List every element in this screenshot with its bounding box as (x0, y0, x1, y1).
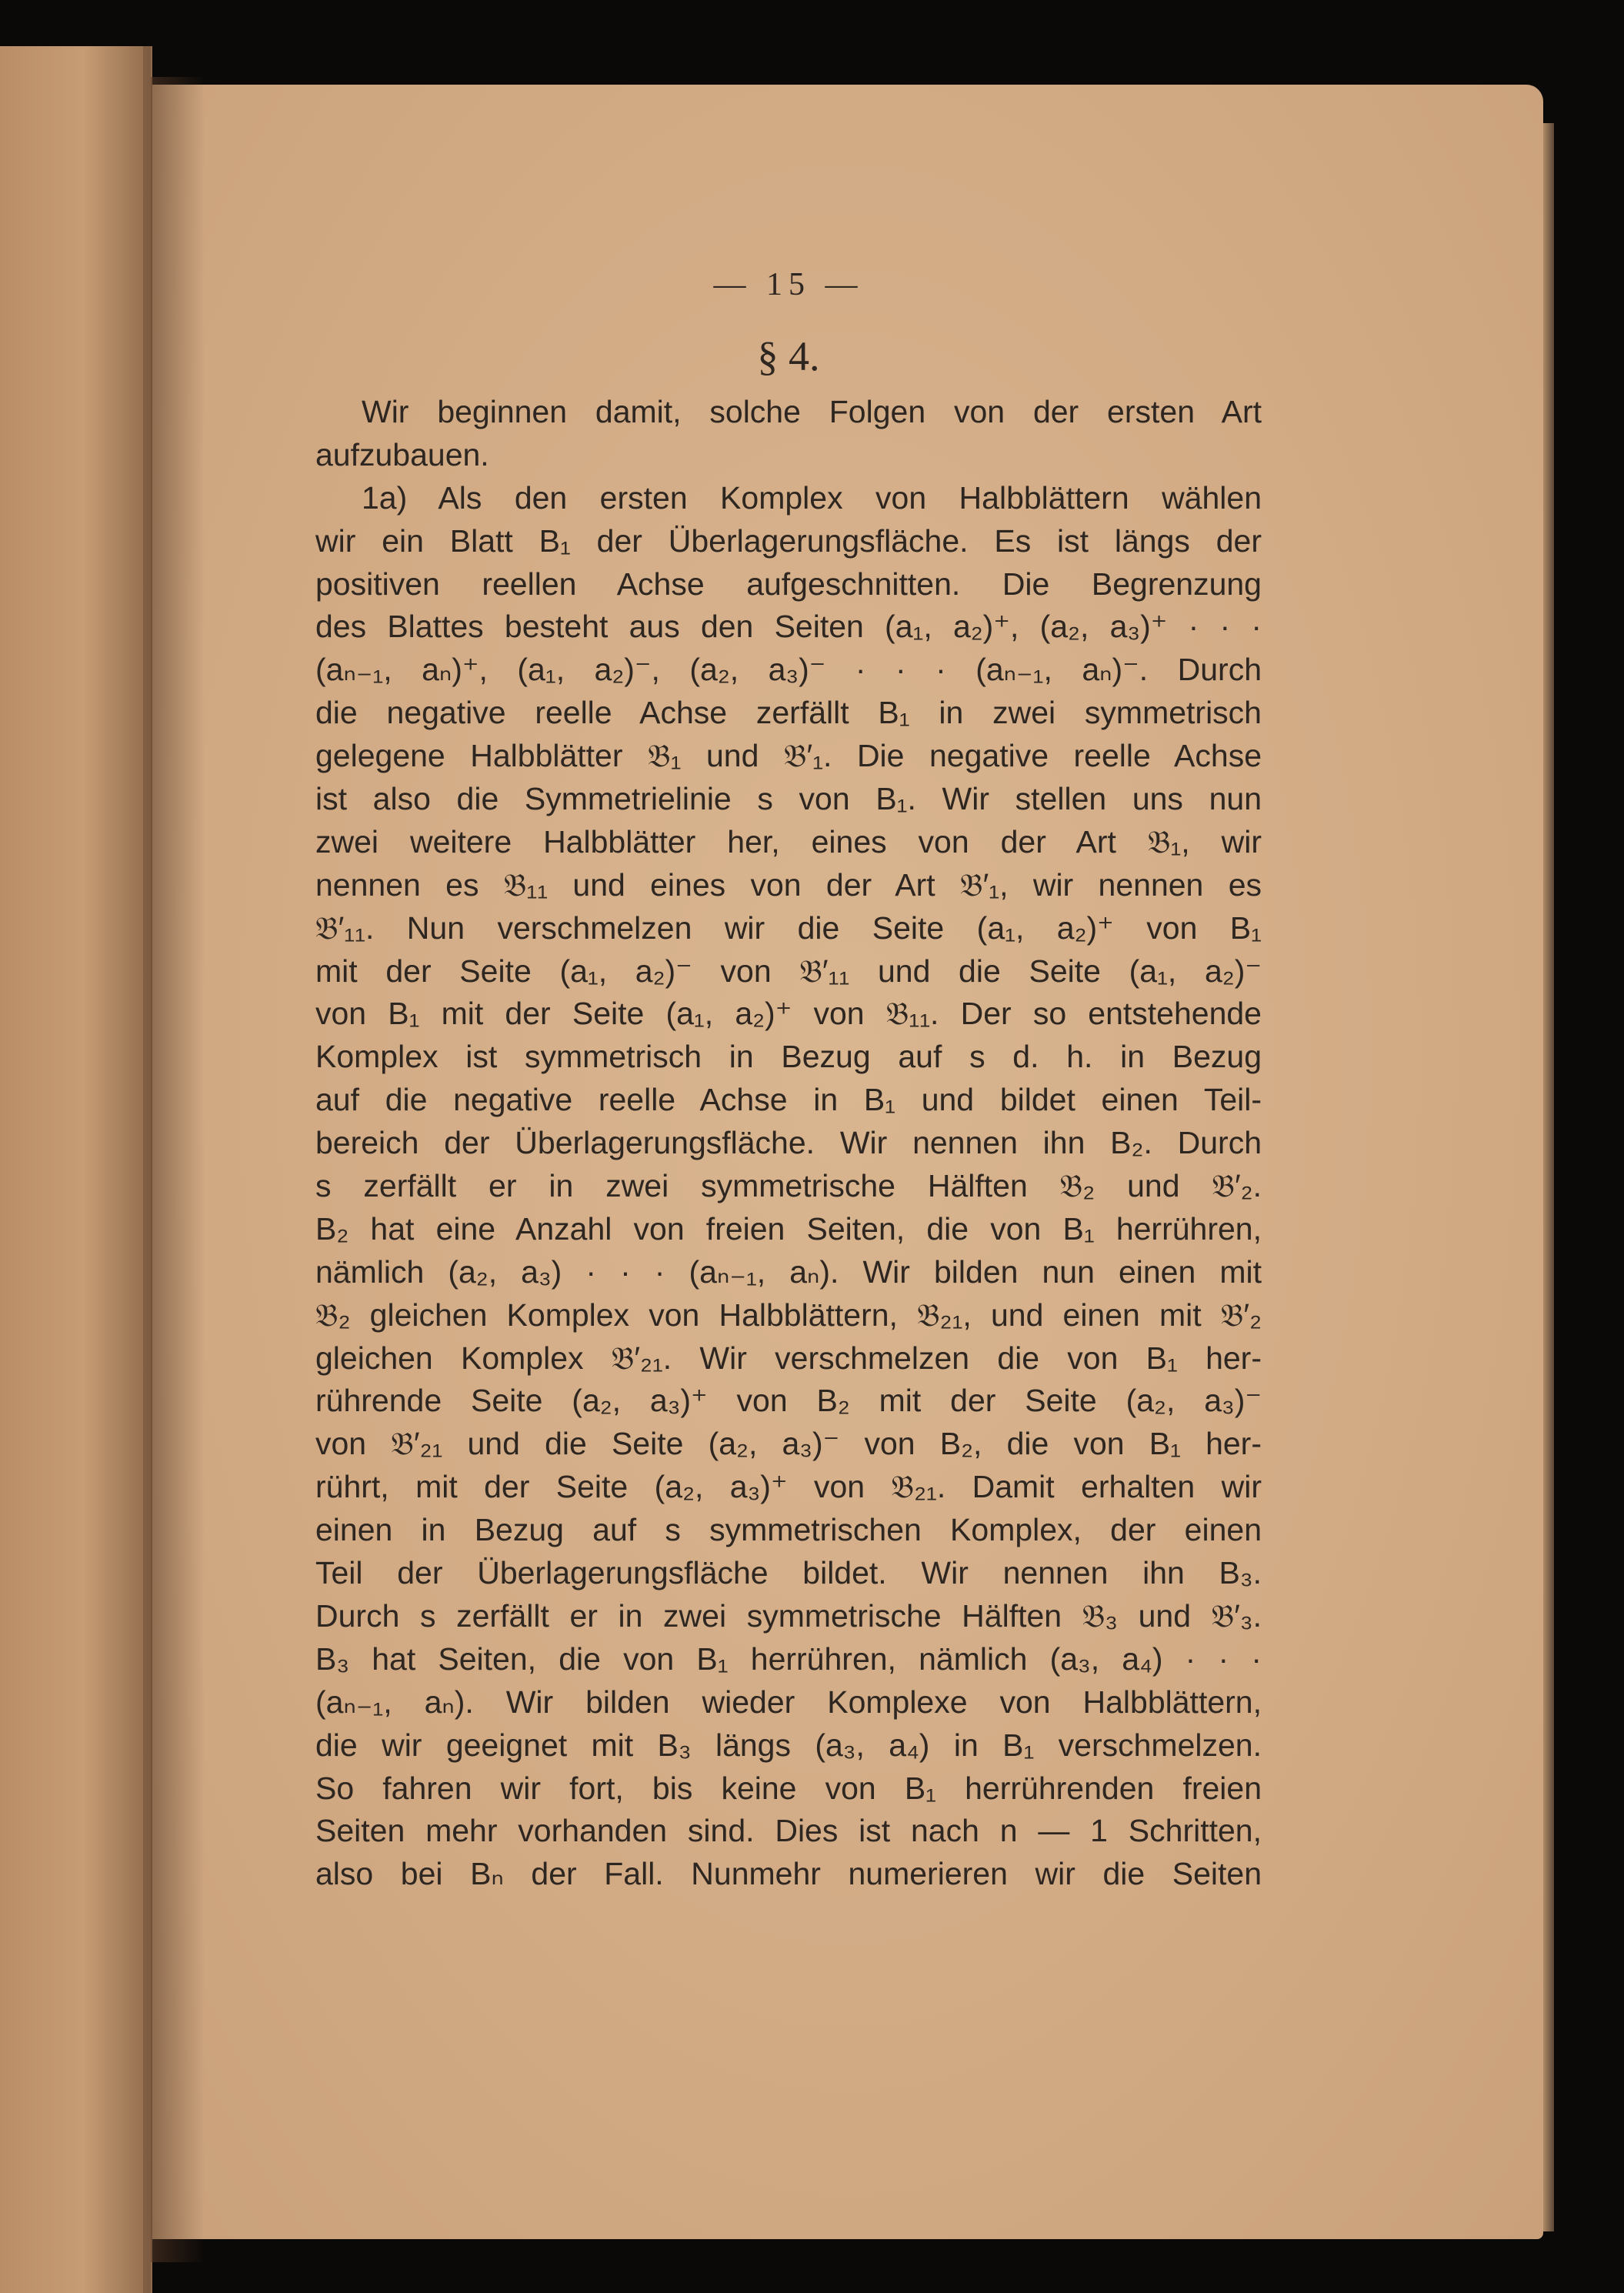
text-line: auf die negative reelle Achse in B₁ und bildet einen Teil- (315, 1082, 1262, 1118)
text-line: Komplex ist symmetrisch in Bezug auf s d. h. in Bezug (315, 1039, 1262, 1075)
page-edge-shadow (1543, 123, 1554, 2231)
gutter-fold (143, 46, 151, 2293)
text-line: Teil der Überlagerungsfläche bildet. Wir nennen ihn B₃. (315, 1555, 1262, 1591)
text-line: gelegene Halbblätter 𝔅₁ und 𝔅′₁. Die negative reelle Achse (315, 738, 1262, 774)
text-line: positiven reellen Achse aufgeschnitten. Die Begrenzung (315, 566, 1262, 602)
text-line: (aₙ₋₁, aₙ). Wir bilden wieder Komplexe von Halbblättern, (315, 1684, 1262, 1720)
text-line: Wir beginnen damit, solche Folgen von der ersten Art (362, 394, 1262, 429)
text-line: rührende Seite (a₂, a₃)⁺ von B₂ mit der Seite (a₂, a₃)⁻ (315, 1383, 1262, 1419)
text-line: Durch s zerfällt er in zwei symmetrische Hälften 𝔅₃ und 𝔅′₃. (315, 1597, 1262, 1634)
text-line: gleichen Komplex 𝔅′₂₁. Wir verschmelzen die von B₁ her- (315, 1340, 1262, 1376)
text-line: die wir geeignet mit B₃ längs (a₃, a₄) in B₁ verschmelzen. (315, 1727, 1262, 1763)
text-line: 1a) Als den ersten Komplex von Halbblättern wählen (362, 479, 1262, 516)
text-line: B₃ hat Seiten, die von B₁ herrühren, nämlich (a₃, a₄) · · · (315, 1640, 1262, 1677)
text-line: bereich der Überlagerungsfläche. Wir nennen ihn B₂. Durch (315, 1125, 1262, 1161)
text-line: von 𝔅′₂₁ und die Seite (a₂, a₃)⁻ von B₂, die von B₁ her- (315, 1426, 1262, 1462)
text-line: also bei Bₙ der Fall. Nunmehr numerieren wir die Seiten (315, 1856, 1262, 1892)
text-line: So fahren wir fort, bis keine von B₁ herrührenden freien (315, 1770, 1262, 1806)
left-page-edge (0, 46, 152, 2293)
text-line: mit der Seite (a₁, a₂)⁻ von 𝔅′₁₁ und die Seite (a₁, a₂)⁻ (315, 953, 1262, 989)
text-line: 𝔅′₁₁. Nun verschmelzen wir die Seite (a₁, a₂)⁺ von B₁ (315, 910, 1262, 946)
text-line: (aₙ₋₁, aₙ)⁺, (a₁, a₂)⁻, (a₂, a₃)⁻ · · · (aₙ₋₁, aₙ)⁻. Durch (315, 652, 1262, 688)
text-line: nennen es 𝔅₁₁ und eines von der Art 𝔅′₁, wir nennen es (315, 866, 1262, 903)
text-line: zwei weitere Halbblätter her, eines von der Art 𝔅₁, wir (315, 823, 1262, 859)
text-line: 𝔅₂ gleichen Komplex von Halbblättern, 𝔅₂₁, und einen mit 𝔅′₂ (315, 1297, 1262, 1333)
page-number: — 15 — (713, 267, 864, 302)
text-line: wir ein Blatt B₁ der Überlagerungsfläche. Es ist längs der (315, 522, 1262, 559)
text-line: aufzubauen. (315, 436, 489, 472)
page-text (315, 262, 1262, 1896)
text-line: die negative reelle Achse zerfällt B₁ in zwei symmetrisch (315, 695, 1262, 731)
text-line: s zerfällt er in zwei symmetrische Hälften 𝔅₂ und 𝔅′₂. (315, 1168, 1262, 1204)
text-line: nämlich (a₂, a₃) · · · (aₙ₋₁, aₙ). Wir bilden nun einen mit (315, 1253, 1262, 1290)
text-line: rührt, mit der Seite (a₂, a₃)⁺ von 𝔅₂₁. Damit erhalten wir (315, 1469, 1262, 1505)
text-line: ist also die Symmetrielinie s von B₁. Wir stellen uns nun (315, 781, 1262, 817)
section-heading: § 4. (757, 333, 820, 379)
text-line: des Blattes besteht aus den Seiten (a₁, a₂)⁺, (a₂, a₃)⁺ · · · (315, 609, 1262, 645)
text-line: von B₁ mit der Seite (a₁, a₂)⁺ von 𝔅₁₁. Der so entstehende (315, 996, 1262, 1032)
text-line: Seiten mehr vorhanden sind. Dies ist nach n — 1 Schritten, (315, 1813, 1262, 1849)
text-line: B₂ hat eine Anzahl von freien Seiten, die von B₁ herrühren, (315, 1210, 1262, 1247)
spine-shadow (151, 77, 205, 2262)
text-line: einen in Bezug auf s symmetrischen Komplex, der einen (315, 1512, 1262, 1548)
